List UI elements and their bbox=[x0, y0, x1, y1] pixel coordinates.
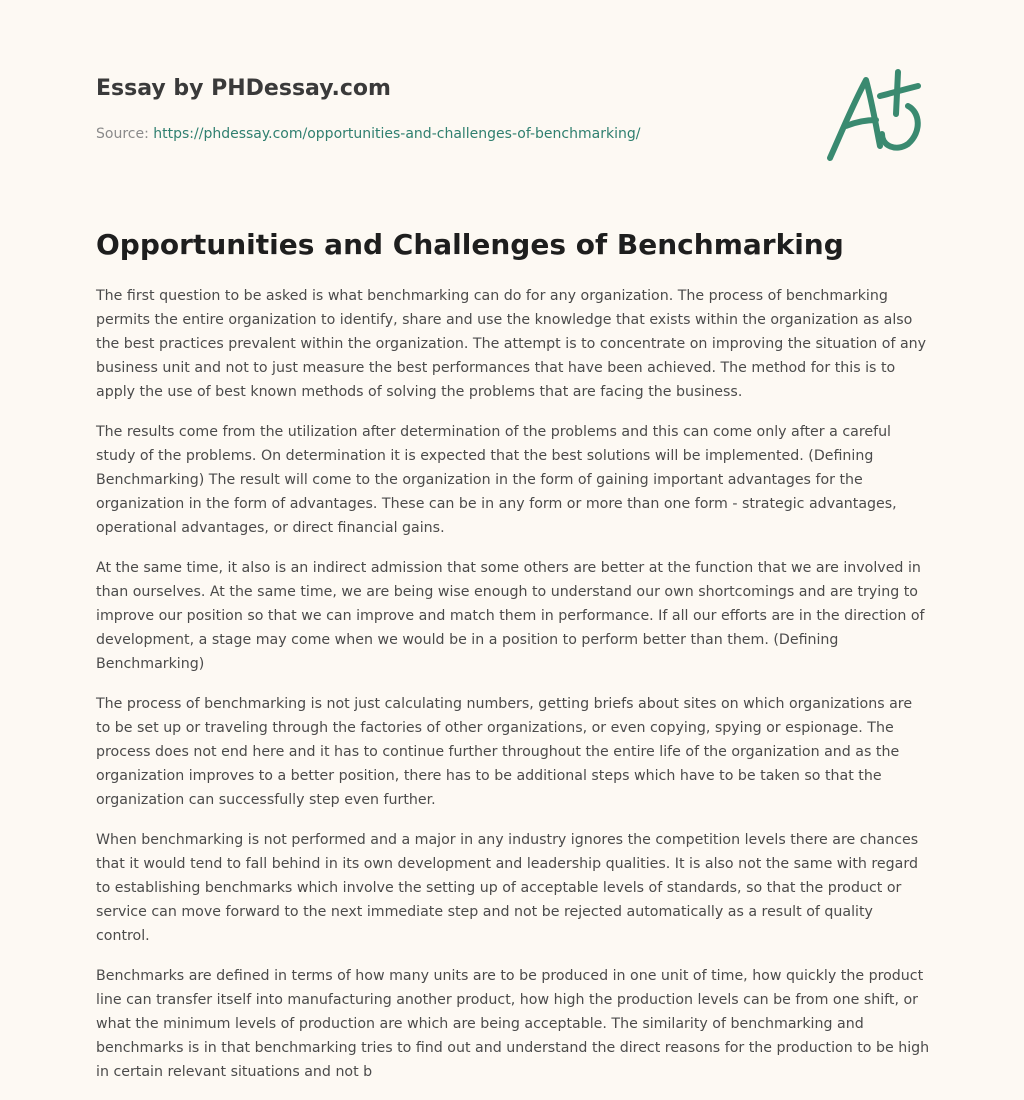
paragraph: At the same time, it also is an indirect admission that some others are better at the function that we are involved in than ourselves. At the same time, we are being wise enough to understand our own shortcomings and are trying to improve our position so that we can improve and match them in performance. If all our efforts are in the direction of development, a stage may come when we would be in a position to perform better than them. (Defining Benchmarking) bbox=[96, 560, 925, 672]
site-brand: Essay by PHDessay.com bbox=[96, 76, 391, 101]
article-title: Opportunities and Challenges of Benchmarking bbox=[96, 228, 844, 261]
article-body bbox=[96, 284, 930, 1100]
source-link[interactable]: https://phdessay.com/opportunities-and-challenges-of-benchmarking/ bbox=[153, 126, 641, 142]
essay-header bbox=[96, 74, 928, 144]
paragraph: The first question to be asked is what benchmarking can do for any organization. The process of benchmarking permits the entire organization to identify, share and use the knowledge that exists within the organization as also the best practices prevalent within the organization. The attempt is to concentrate on improving the situation of any business unit and not to just measure the best performances that have been achieved. The method for this is to apply the use of best known methods of solving the problems that are facing the business. bbox=[96, 288, 927, 400]
a-plus-grade-icon bbox=[820, 66, 930, 166]
source-line bbox=[96, 124, 928, 144]
paragraph: The results come from the utilization after determination of the problems and this can come only after a careful study of the problems. On determination it is expected that the best solutions will be implemented. (Defining Benchmarking) The result will come to the organization in the form of gaining important advantages for the organization in the form of advantages. These can be in any form or more than one form - strategic advantages, operational advantages, or direct financial gains. bbox=[96, 424, 897, 536]
paragraph: When benchmarking is not performed and a major in any industry ignores the competition levels there are chances that it would tend to fall behind in its own development and leadership qualities. It is also not the same with regard to establishing benchmarks which involve the setting up of acceptable levels of standards, so that the product or service can move forward to the next immediate step and not be rejected automatically as a result of quality control. bbox=[96, 832, 919, 944]
paragraph: Benchmarks are defined in terms of how many units are to be produced in one unit of time, how quickly the product line can transfer itself into manufacturing another product, how high the production levels can be from one shift, or what the minimum levels of production are which are being acceptable. The similarity of benchmarking and benchmarks is in that benchmarking tries to find out and understand the direct reasons for the production to be high in certain relevant situations and not b bbox=[96, 968, 930, 1080]
source-label: Source: bbox=[96, 126, 154, 142]
paragraph: The process of benchmarking is not just calculating numbers, getting briefs about sites on which organizations are to be set up or traveling through the factories of other organizations, or even copying, spying or espionage. The process does not end here and it has to continue further throughout the entire life of the organization and as the organization improves to a better position, there has to be additional steps which have to be taken so that the organization can successfully step even further. bbox=[96, 696, 913, 808]
